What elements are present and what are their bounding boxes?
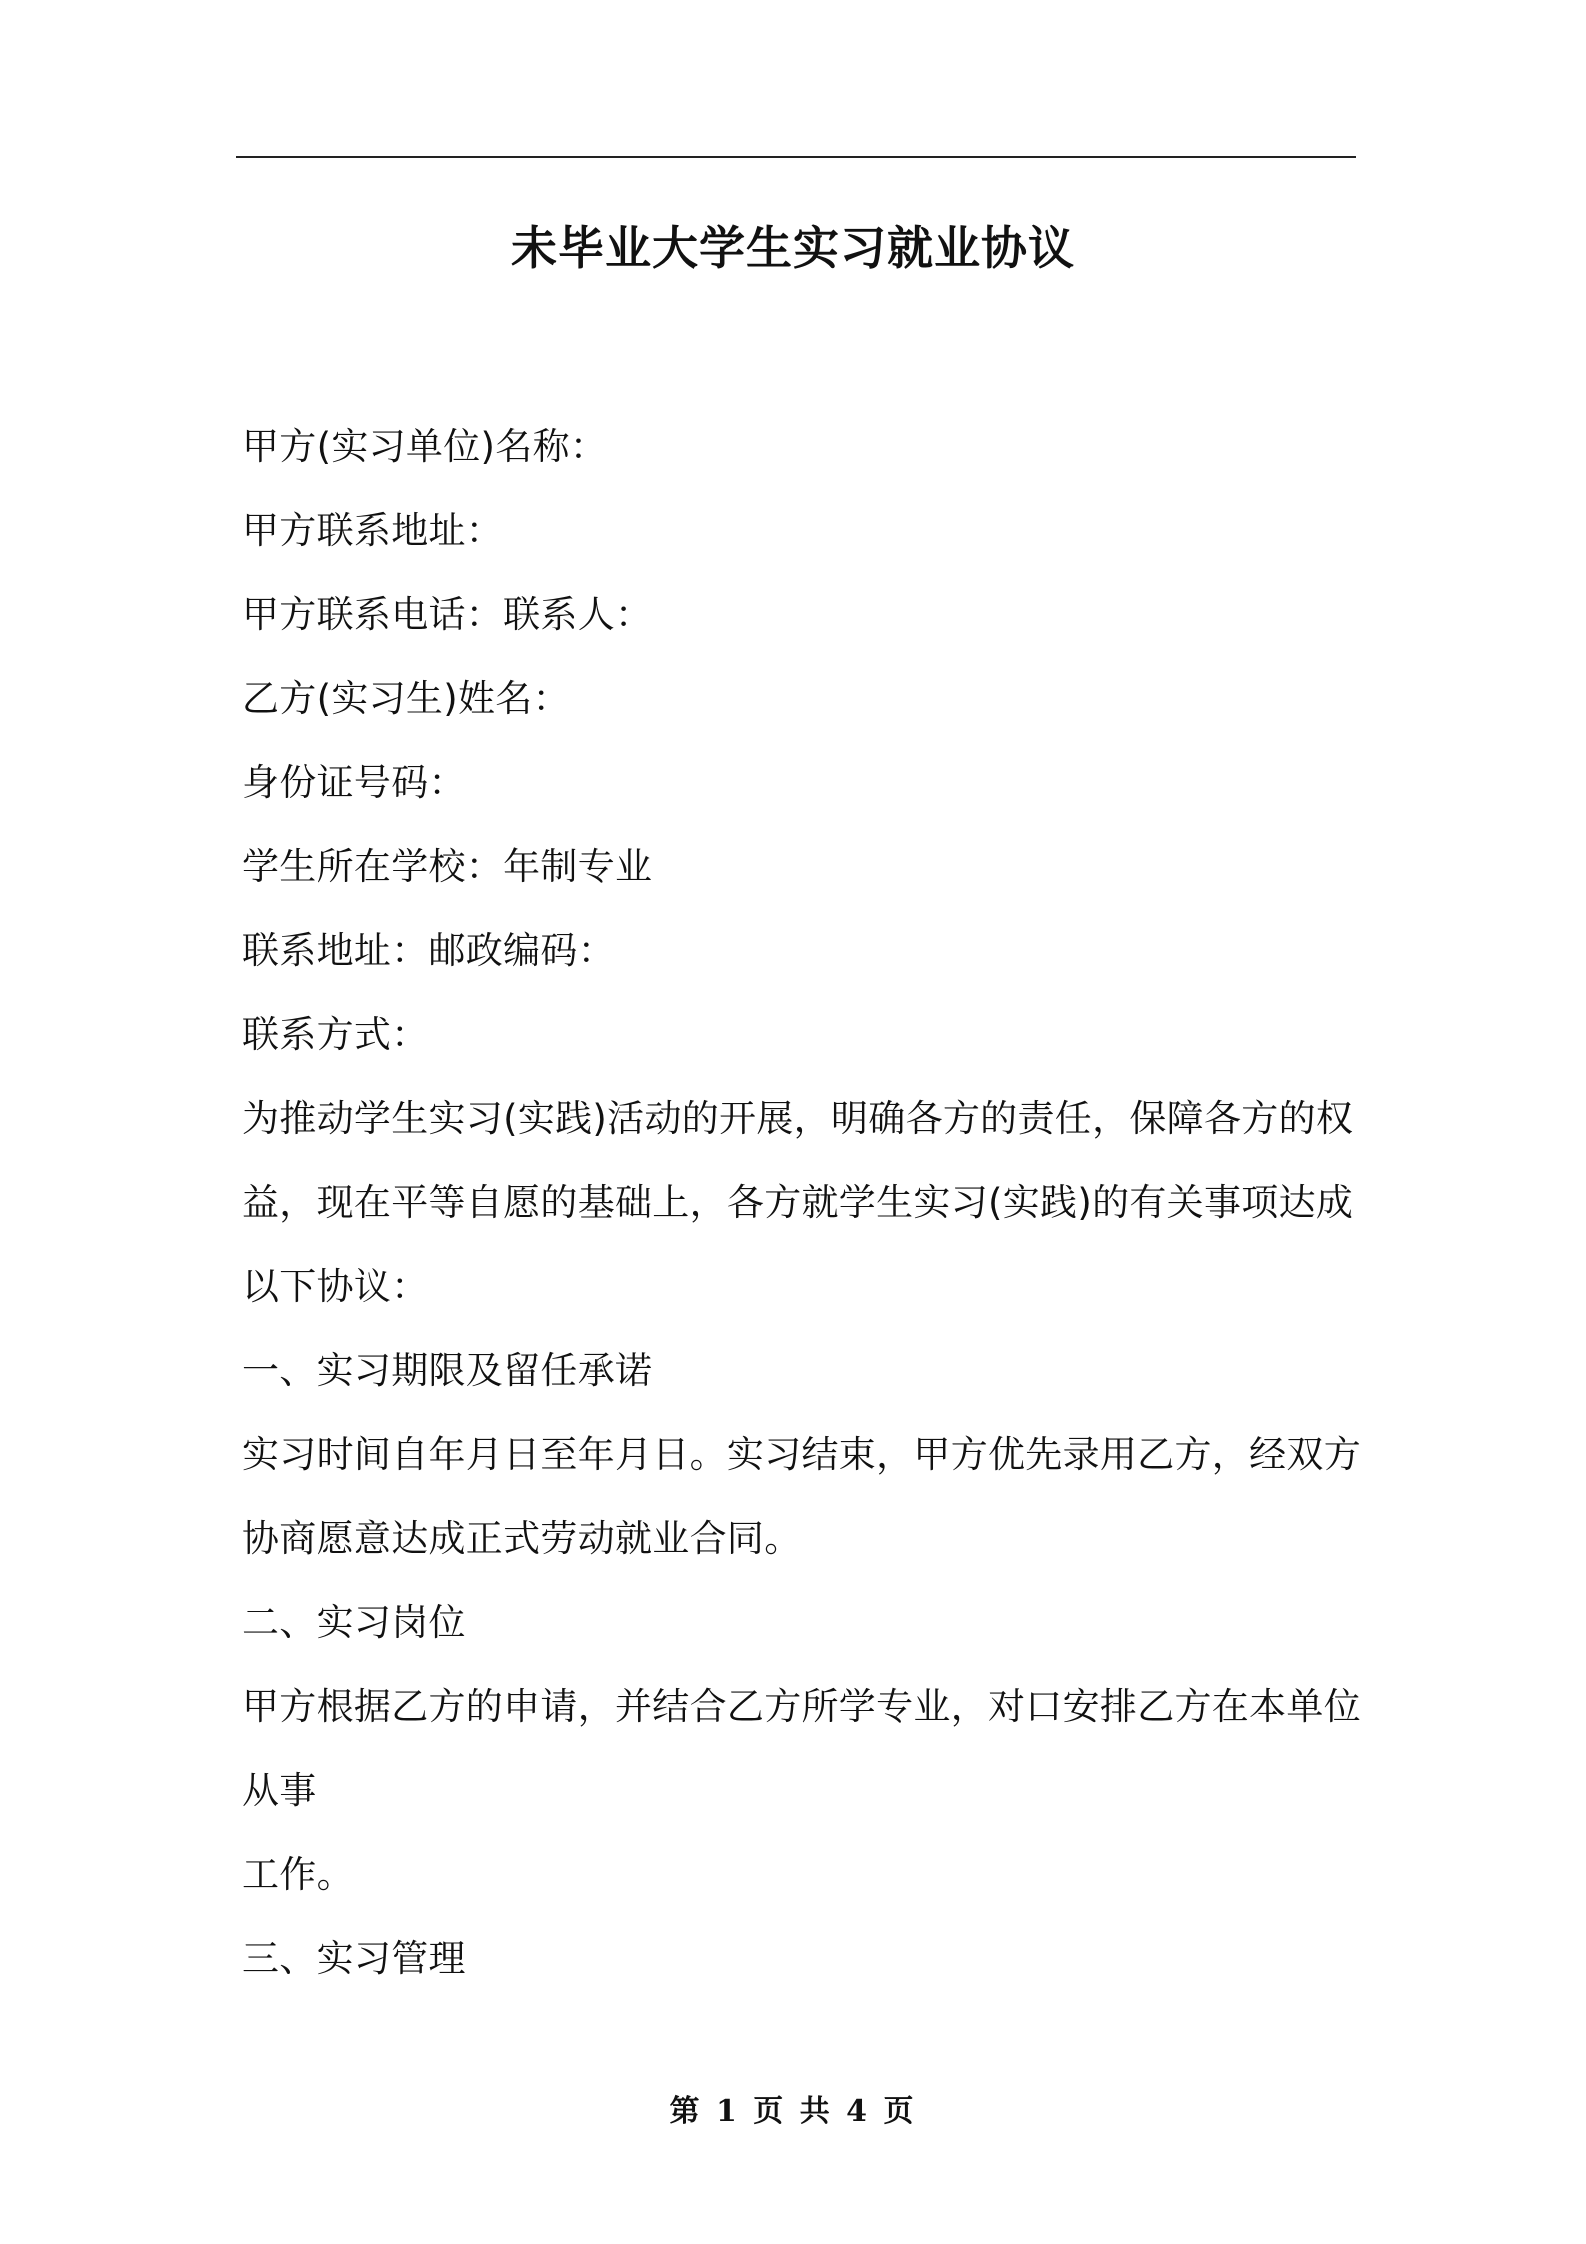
- paragraph-line: 益，现在平等自愿的基础上，各方就学生实习(实践)的有关事项达成: [242, 1181, 1354, 1224]
- field-party-a-name: 甲方(实习单位)名称：: [242, 425, 608, 468]
- paragraph-line: 工作。: [242, 1853, 354, 1896]
- document-body: [242, 405, 1361, 2001]
- document-title: 未毕业大学生实习就业协议: [511, 221, 1075, 275]
- field-id-number: 身份证号码：: [242, 761, 466, 804]
- field-contact-address: 联系地址：邮政编码：: [242, 929, 615, 972]
- paragraph-line: 协商愿意达成正式劳动就业合同。: [242, 1517, 802, 1560]
- paragraph-line: 以下协议：: [242, 1265, 429, 1308]
- header-rule: [236, 156, 1356, 158]
- paragraph-line: 甲方根据乙方的申请，并结合乙方所学专业，对口安排乙方在本单位: [242, 1685, 1361, 1728]
- section-heading: 三、实习管理: [242, 1937, 466, 1980]
- field-party-a-address: 甲方联系地址：: [242, 509, 504, 552]
- page-number: 第 1 页 共 4 页: [669, 2094, 917, 2129]
- field-school: 学生所在学校：年制专业: [242, 845, 653, 888]
- section-heading: 二、实习岗位: [242, 1601, 466, 1644]
- paragraph-line: 实习时间自年月日至年月日。实习结束，甲方优先录用乙方，经双方: [242, 1433, 1361, 1476]
- field-contact-method: 联系方式：: [242, 1013, 429, 1056]
- field-party-a-phone: 甲方联系电话：联系人：: [242, 593, 653, 636]
- field-party-b-name: 乙方(实习生)姓名：: [242, 677, 570, 720]
- paragraph-line: 为推动学生实习(实践)活动的开展，明确各方的责任，保障各方的权: [242, 1097, 1354, 1140]
- paragraph-line: 从事: [242, 1769, 317, 1812]
- section-heading: 一、实习期限及留任承诺: [242, 1349, 653, 1392]
